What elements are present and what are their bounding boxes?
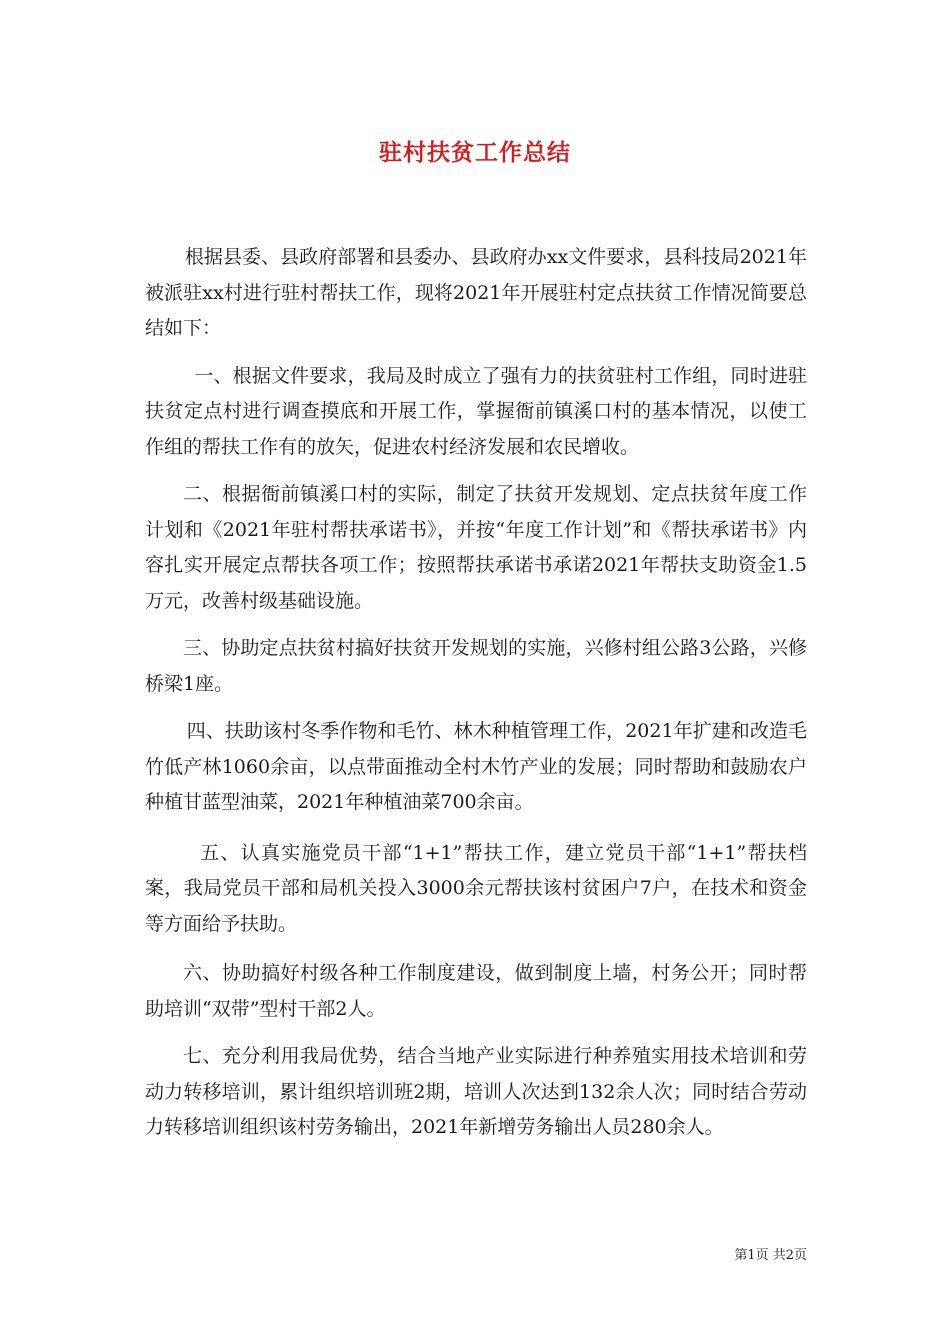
paragraph-1: 一、根据文件要求，我局及时成立了强有力的扶贫驻村工作组，同时进驻扶贫定点村进行调查摸底和开展工作，掌握衙前镇溪口村的基本情况，以使工作组的帮扶工作有的放矢，促进农村经济发展和农民增收。 [145, 364, 807, 458]
paragraph-5: 五、认真实施党员干部“1+1”帮扶工作，建立党员干部“1+1”帮扶档案，我局党员干部和局机关投入3000余元帮扶该村贫困户7户，在技术和资金等方面给予扶助。 [145, 841, 807, 935]
paragraph-3: 三、协助定点扶贫村搞好扶贫开发规划的实施，兴修村组公路3公路，兴修桥梁1座。 [145, 637, 807, 695]
paragraph-7: 七、充分利用我局优势，结合当地产业实际进行种养殖实用技术培训和劳动力转移培训，累计组织培训班2期，培训人次达到132余人次；同时结合劳动力转移培训组织该村劳务输出，2021年新增劳务输出人员280余人。 [145, 1045, 807, 1138]
page-number: 第1页 共2页 [734, 1248, 807, 1263]
paragraph-6: 六、协助搞好村级各种工作制度建设，做到制度上墙，村务公开；同时帮助培训“双带”型村干部2人。 [145, 962, 807, 1020]
paragraph-2: 二、根据衙前镇溪口村的实际，制定了扶贫开发规划、定点扶贫年度工作计划和《2021年驻村帮扶承诺书》，并按“年度工作计划”和《帮扶承诺书》内容扎实开展定点帮扶各项工作；按照帮扶承诺书承诺2021年帮扶支助资金1.5万元，改善村级基础设施。 [145, 483, 807, 612]
document-body [145, 240, 807, 1146]
page-title: 驻村扶贫工作总结 [379, 140, 571, 166]
paragraph-4: 四、扶助该村冬季作物和毛竹、林木种植管理工作，2021年扩建和改造毛竹低产林1060余亩，以点带面推动全村木竹产业的发展；同时帮助和鼓励农户种植甘蓝型油菜，2021年种植油菜700余亩。 [145, 720, 807, 813]
paragraph-intro: 根据县委、县政府部署和县委办、县政府办xx文件要求，县科技局2021年被派驻xx村进行驻村帮扶工作，现将2021年开展驻村定点扶贫工作情况简要总结如下： [145, 246, 807, 339]
